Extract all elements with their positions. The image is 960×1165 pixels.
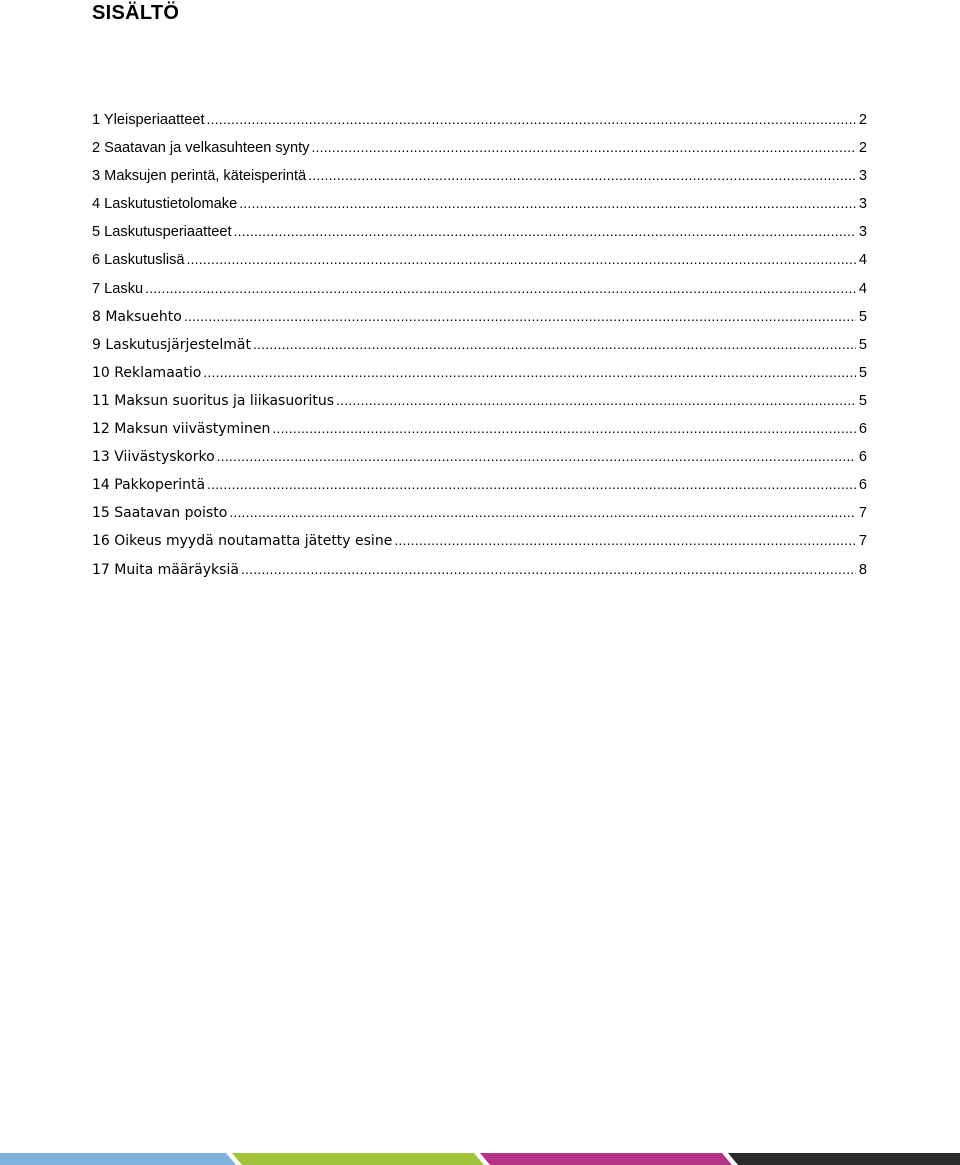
- toc-entry-title: 6 Laskutuslisä: [92, 252, 185, 269]
- toc-leader-dots: [207, 470, 856, 498]
- toc-entry-title: 11 Maksun suoritus ja liikasuoritus: [92, 392, 335, 409]
- toc-entry-title: 16 Oikeus myydä noutamatta jätetty esine: [92, 533, 393, 550]
- toc-entry[interactable]: [92, 105, 867, 133]
- toc-entry-title: 5 Laskutusperiaatteet: [92, 224, 232, 241]
- toc-leader-dots: [311, 133, 855, 161]
- toc-entry-title: 13 Viivästyskorko: [92, 449, 215, 466]
- toc-entry-title: 2 Saatavan ja velkasuhteen synty: [92, 140, 310, 157]
- toc-entry-title: 17 Muita määräyksiä: [92, 561, 239, 578]
- toc-entry[interactable]: [92, 302, 867, 330]
- toc-entry[interactable]: [92, 498, 867, 526]
- toc-entry[interactable]: [92, 414, 867, 442]
- toc-entry[interactable]: [92, 358, 867, 386]
- toc-entry-title: 14 Pakkoperintä: [92, 477, 206, 494]
- toc-leader-dots: [253, 330, 856, 358]
- toc-entry-page: 2: [858, 112, 867, 128]
- toc-entry-title: 4 Laskutustietolomake: [92, 196, 238, 213]
- toc-entry-page: 5: [858, 392, 867, 409]
- toc-entry-page: 6: [858, 477, 867, 494]
- toc-entry[interactable]: [92, 133, 867, 161]
- toc-leader-dots: [203, 358, 856, 386]
- toc-entry[interactable]: [92, 442, 867, 470]
- toc-leader-dots: [394, 526, 856, 554]
- toc-leader-dots: [217, 442, 856, 470]
- toc-entry-title: 7 Lasku: [92, 280, 144, 297]
- toc-leader-dots: [308, 161, 856, 189]
- toc-entry-page: 6: [858, 449, 867, 466]
- table-of-contents: [92, 105, 867, 583]
- footer-color-bar: [0, 1153, 960, 1165]
- page-title: SISÄLTÖ: [92, 2, 180, 24]
- toc-entry-page: 3: [858, 196, 867, 213]
- toc-entry[interactable]: [92, 555, 867, 583]
- toc-leader-dots: [234, 217, 856, 245]
- toc-entry-title: 3 Maksujen perintä, käteisperintä: [92, 168, 307, 185]
- toc-entry-page: 5: [858, 308, 867, 325]
- toc-entry[interactable]: [92, 274, 867, 302]
- toc-entry[interactable]: [92, 386, 867, 414]
- toc-entry[interactable]: [92, 470, 867, 498]
- toc-entry-page: 5: [858, 336, 867, 353]
- footer-stripe-dark: [728, 1153, 960, 1165]
- footer-stripes: [0, 1153, 960, 1165]
- footer-stripe-magenta: [480, 1153, 732, 1165]
- toc-entry-page: 7: [858, 533, 867, 550]
- toc-entry-title: 9 Laskutusjärjestelmät: [92, 336, 251, 353]
- toc-leader-dots: [229, 498, 856, 526]
- toc-entry-page: 5: [858, 364, 867, 381]
- toc-entry[interactable]: [92, 330, 867, 358]
- footer-stripe-green: [232, 1153, 484, 1165]
- toc-leader-dots: [239, 189, 856, 217]
- toc-entry-page: 2: [858, 140, 867, 157]
- toc-entry-title: 12 Maksun viivästyminen: [92, 421, 271, 438]
- toc-leader-dots: [207, 105, 856, 133]
- toc-entry[interactable]: [92, 189, 867, 217]
- toc-entry-page: 3: [858, 224, 867, 241]
- toc-entry-page: 4: [858, 280, 867, 297]
- toc-entry-page: 3: [858, 168, 867, 185]
- toc-entry-title: 10 Reklamaatio: [92, 364, 202, 381]
- toc-entry[interactable]: [92, 161, 867, 189]
- toc-entry-page: 4: [858, 252, 867, 269]
- toc-entry-page: 8: [858, 561, 867, 578]
- toc-entry[interactable]: [92, 526, 867, 554]
- toc-entry-title: 15 Saatavan poisto: [92, 505, 228, 522]
- toc-entry[interactable]: [92, 217, 867, 245]
- toc-leader-dots: [145, 274, 856, 302]
- toc-entry-page: 6: [858, 421, 867, 438]
- toc-leader-dots: [186, 245, 855, 273]
- toc-leader-dots: [184, 302, 856, 330]
- toc-entry[interactable]: [92, 245, 867, 273]
- toc-leader-dots: [336, 386, 856, 414]
- toc-entry-title: 8 Maksuehto: [92, 308, 182, 325]
- toc-entry-title: 1 Yleisperiaatteet: [92, 112, 205, 128]
- toc-entry-page: 7: [858, 505, 867, 522]
- footer-stripe-blue: [0, 1153, 236, 1165]
- toc-leader-dots: [241, 555, 856, 583]
- toc-leader-dots: [272, 414, 855, 442]
